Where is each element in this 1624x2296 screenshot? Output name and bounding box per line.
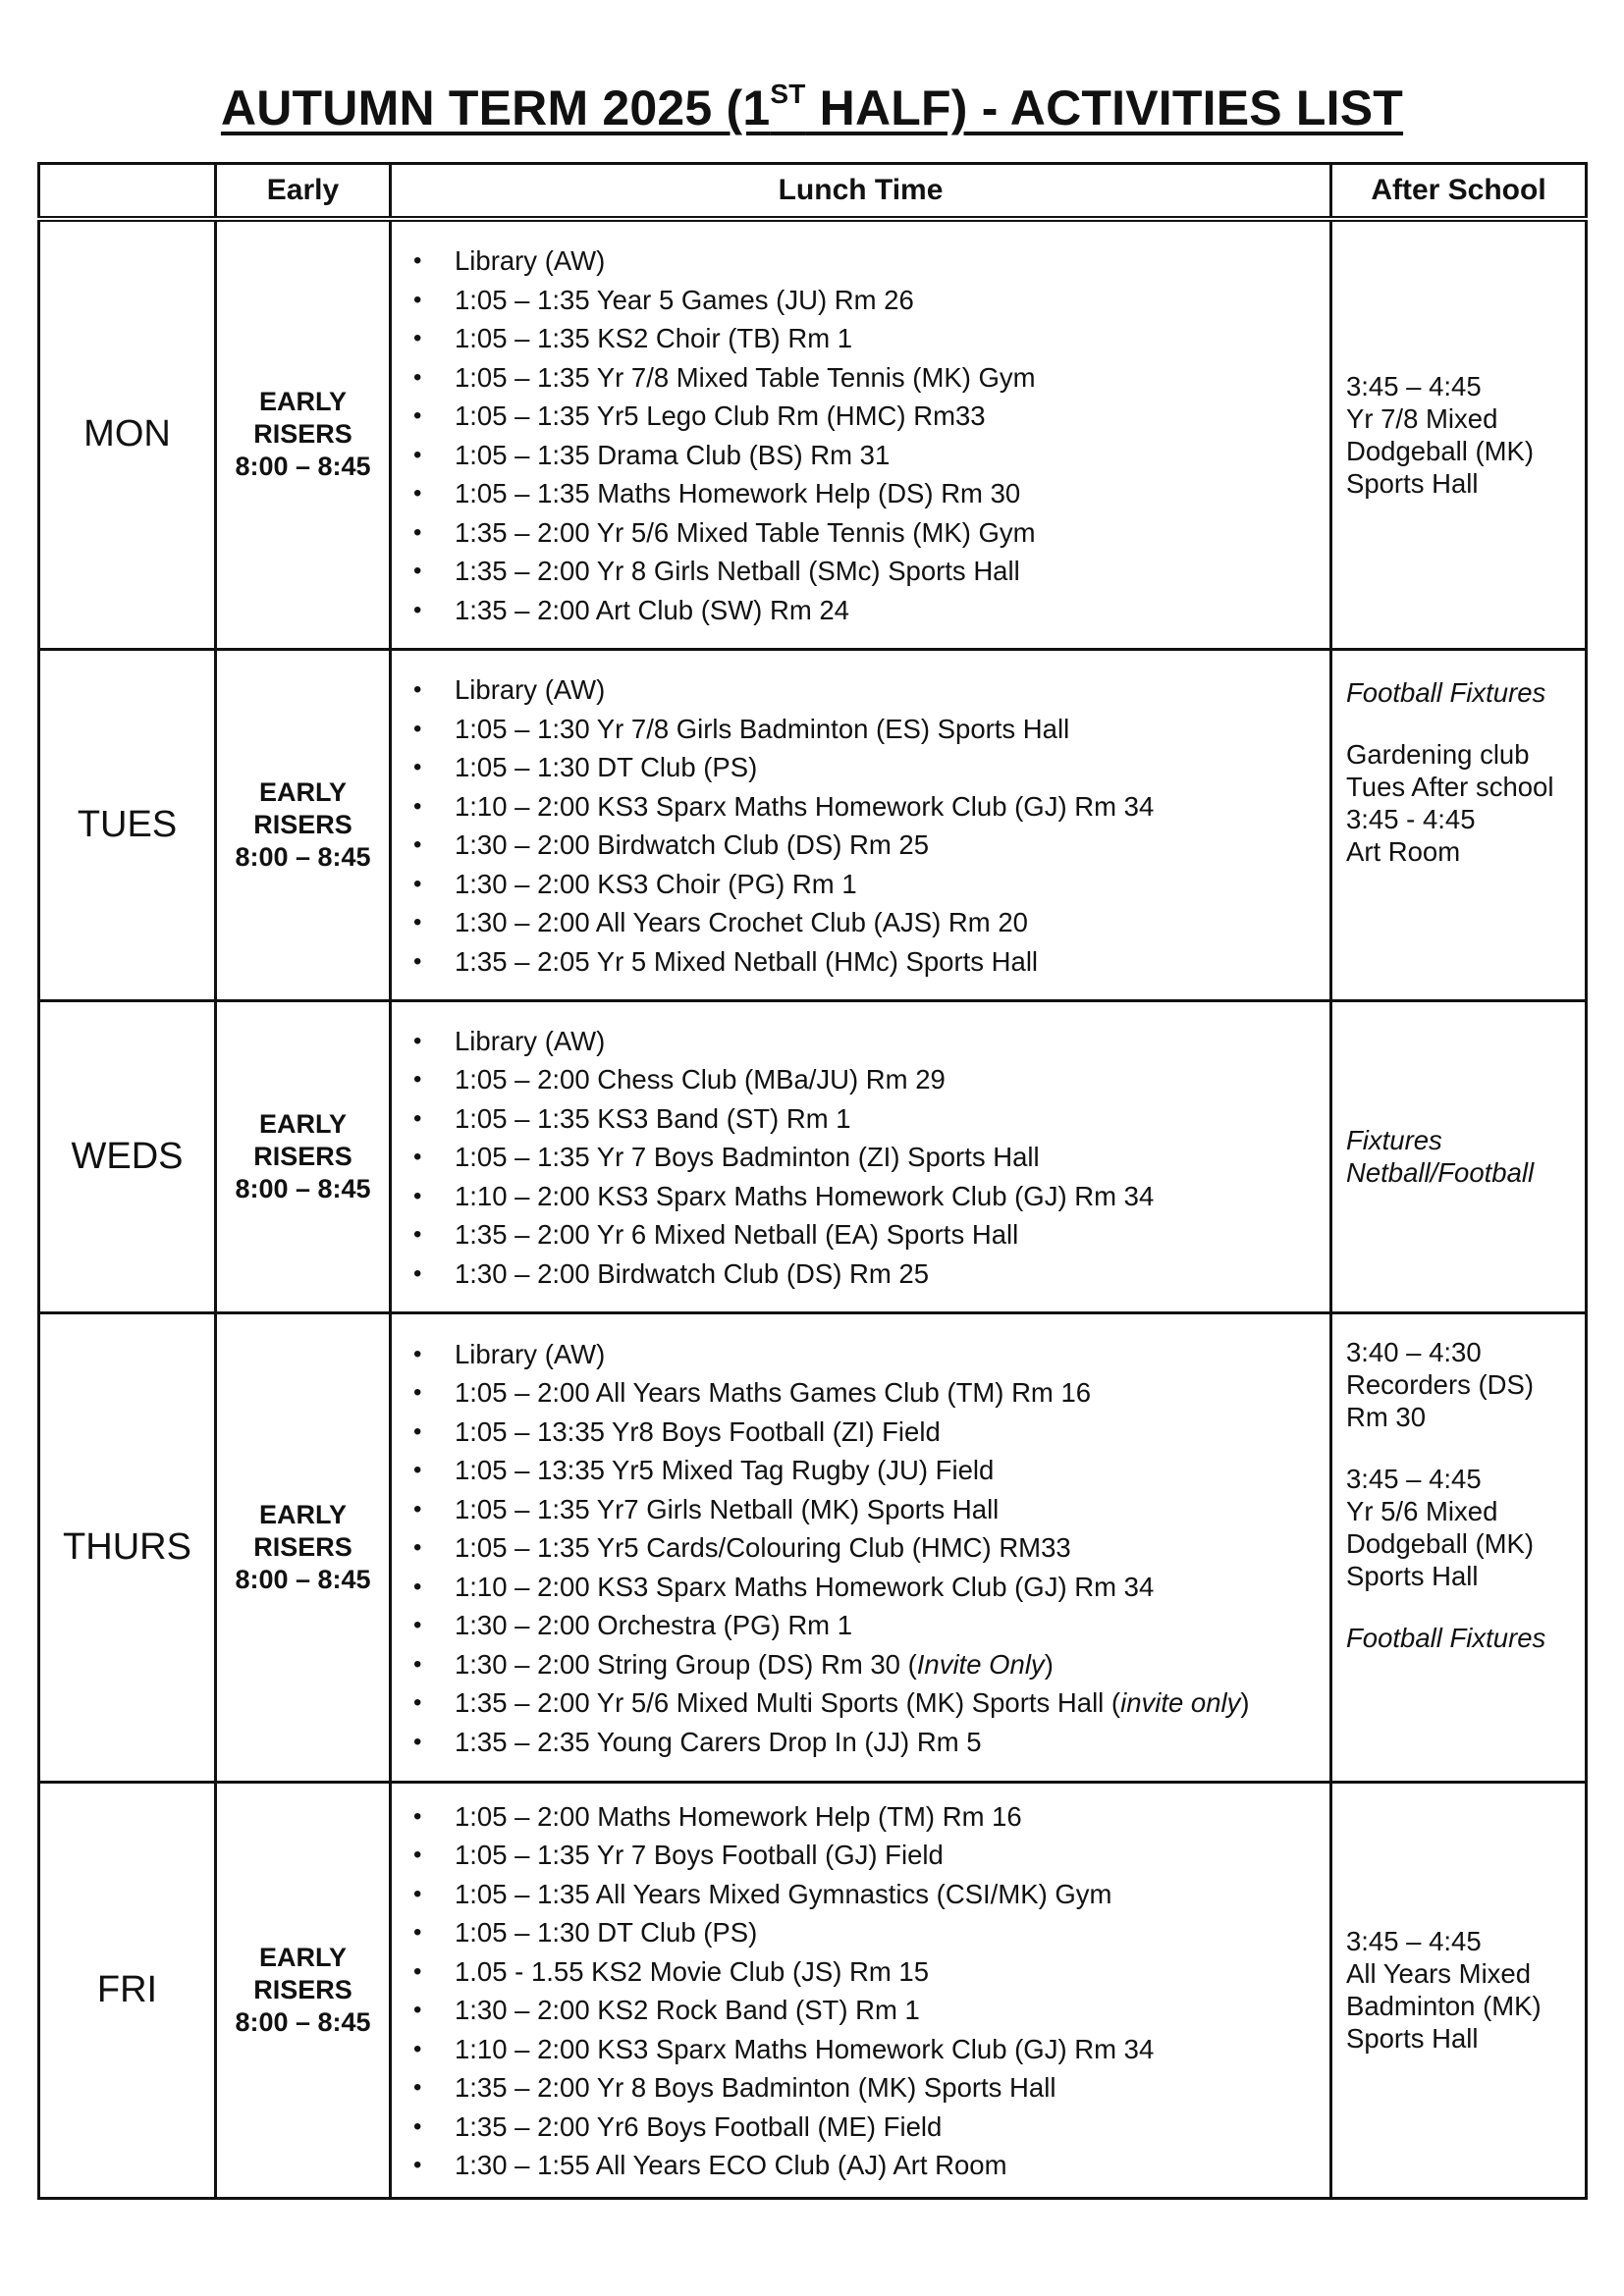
row-fri [39, 1782, 1587, 2198]
list-item: • 1:05 – 1:35 Yr 7 Boys Badminton (ZI) Sports Hall [413, 1138, 1329, 1177]
header-lunch: Lunch Time [391, 164, 1331, 220]
after-school: Football Fixtures Gardening club Tues After school 3:45 - 4:45 Art Room [1331, 649, 1587, 1000]
row-thurs [39, 1312, 1587, 1782]
list-item: • 1:05 – 13:35 Yr8 Boys Football (ZI) Field [413, 1413, 1329, 1452]
lunch-list [391, 1782, 1331, 2198]
list-item: • 1:05 – 1:35 Yr 7 Boys Football (GJ) Field [413, 1836, 1329, 1875]
list-item: • 1:05 – 1:30 DT Club (PS) [413, 748, 1329, 787]
row-weds [39, 1000, 1587, 1312]
lunch-list [391, 1312, 1331, 1782]
lunch-list [391, 219, 1331, 649]
row-tues [39, 649, 1587, 1000]
list-item: • 1:30 – 2:00 KS2 Rock Band (ST) Rm 1 [413, 1991, 1329, 2030]
list-item: • 1:30 – 2:00 Birdwatch Club (DS) Rm 25 [413, 1255, 1329, 1294]
list-item: • 1:10 – 2:00 KS3 Sparx Maths Homework Club (GJ) Rm 34 [413, 2030, 1329, 2069]
lunch-list [391, 649, 1331, 1000]
list-item: • 1:35 – 2:00 Art Club (SW) Rm 24 [413, 591, 1329, 630]
early-risers: EARLY RISERS 8:00 – 8:45 [216, 219, 391, 649]
row-mon [39, 219, 1587, 649]
after-school: 3:45 – 4:45 Yr 7/8 Mixed Dodgeball (MK) Sports Hall [1331, 219, 1587, 649]
list-item: • 1:05 – 1:35 Yr 7/8 Mixed Table Tennis (MK) Gym [413, 358, 1329, 398]
after-school: Fixtures Netball/Football [1331, 1000, 1587, 1312]
list-item: • 1:05 – 1:35 All Years Mixed Gymnastics (CSI/MK) Gym [413, 1875, 1329, 1914]
list-item: • 1:10 – 2:00 KS3 Sparx Maths Homework Club (GJ) Rm 34 [413, 787, 1329, 827]
list-item: • Library (AW) [413, 670, 1329, 710]
list-item: • 1:05 – 1:35 Yr5 Lego Club Rm (HMC) Rm33 [413, 397, 1329, 436]
list-item: • 1:05 – 13:35 Yr5 Mixed Tag Rugby (JU) Field [413, 1451, 1329, 1490]
list-item: • 1:05 – 2:00 Chess Club (MBa/JU) Rm 29 [413, 1060, 1329, 1099]
day-label: TUES [39, 649, 216, 1000]
list-item: • Library (AW) [413, 241, 1329, 281]
early-risers: EARLY RISERS 8:00 – 8:45 [216, 1312, 391, 1782]
list-item: • 1:05 – 1:35 KS3 Band (ST) Rm 1 [413, 1099, 1329, 1139]
page-title: AUTUMN TERM 2025 (1ST HALF) - ACTIVITIES LIST [220, 79, 1404, 135]
list-item: • 1:35 – 2:00 Yr 5/6 Mixed Table Tennis (MK) Gym [413, 513, 1329, 553]
after-school: 3:40 – 4:30 Recorders (DS) Rm 30 3:45 – 4:45 Yr 5/6 Mixed Dodgeball (MK) Sports Hall Football Fixtures [1331, 1312, 1587, 1782]
header-early: Early [216, 164, 391, 220]
list-item: • 1:35 – 2:00 Yr6 Boys Football (ME) Field [413, 2108, 1329, 2147]
list-item: • 1:35 – 2:00 Yr 8 Boys Badminton (MK) Sports Hall [413, 2068, 1329, 2108]
day-label: MON [39, 219, 216, 649]
list-item: • 1:30 – 2:00 String Group (DS) Rm 30 (Invite Only) [413, 1645, 1329, 1684]
list-item: • 1:30 – 1:55 All Years ECO Club (AJ) Art Room [413, 2146, 1329, 2185]
early-risers: EARLY RISERS 8:00 – 8:45 [216, 649, 391, 1000]
day-label: WEDS [39, 1000, 216, 1312]
list-item: • 1:05 – 1:35 KS2 Choir (TB) Rm 1 [413, 319, 1329, 358]
list-item: • 1:05 – 1:30 DT Club (PS) [413, 1913, 1329, 1952]
day-label: FRI [39, 1782, 216, 2198]
list-item: • 1:05 – 1:35 Yr7 Girls Netball (MK) Sports Hall [413, 1490, 1329, 1529]
list-item: • 1:05 – 1:35 Maths Homework Help (DS) Rm 30 [413, 474, 1329, 513]
list-item: • 1:05 – 2:00 Maths Homework Help (TM) Rm 16 [413, 1797, 1329, 1837]
early-risers: EARLY RISERS 8:00 – 8:45 [216, 1782, 391, 2198]
header-after-school: After School [1331, 164, 1587, 220]
list-item: • 1:10 – 2:00 KS3 Sparx Maths Homework Club (GJ) Rm 34 [413, 1568, 1329, 1607]
early-risers: EARLY RISERS 8:00 – 8:45 [216, 1000, 391, 1312]
list-item: • 1.05 - 1.55 KS2 Movie Club (JS) Rm 15 [413, 1952, 1329, 1992]
list-item: • 1:05 – 1:35 Year 5 Games (JU) Rm 26 [413, 281, 1329, 320]
list-item: • 1:30 – 2:00 KS3 Choir (PG) Rm 1 [413, 865, 1329, 904]
list-item: • 1:35 – 2:00 Yr 5/6 Mixed Multi Sports (MK) Sports Hall (invite only) [413, 1683, 1329, 1723]
list-item: • 1:10 – 2:00 KS3 Sparx Maths Homework Club (GJ) Rm 34 [413, 1177, 1329, 1216]
list-item: • 1:05 – 1:35 Yr5 Cards/Colouring Club (HMC) RM33 [413, 1528, 1329, 1568]
list-item: • Library (AW) [413, 1335, 1329, 1374]
list-item: • 1:35 – 2:00 Yr 8 Girls Netball (SMc) Sports Hall [413, 552, 1329, 591]
header-row [39, 164, 1587, 220]
list-item: • 1:05 – 1:35 Drama Club (BS) Rm 31 [413, 436, 1329, 475]
list-item: • 1:30 – 2:00 Orchestra (PG) Rm 1 [413, 1606, 1329, 1645]
lunch-list [391, 1000, 1331, 1312]
after-school: 3:45 – 4:45 All Years Mixed Badminton (MK) Sports Hall [1331, 1782, 1587, 2198]
list-item: • 1:05 – 2:00 All Years Maths Games Club (TM) Rm 16 [413, 1373, 1329, 1413]
list-item: • 1:30 – 2:00 All Years Crochet Club (AJS) Rm 20 [413, 903, 1329, 942]
day-label: THURS [39, 1312, 216, 1782]
list-item: • 1:05 – 1:30 Yr 7/8 Girls Badminton (ES) Sports Hall [413, 710, 1329, 749]
list-item: • Library (AW) [413, 1022, 1329, 1061]
list-item: • 1:35 – 2:05 Yr 5 Mixed Netball (HMc) Sports Hall [413, 942, 1329, 982]
activities-table [37, 162, 1588, 2200]
list-item: • 1:35 – 2:00 Yr 6 Mixed Netball (EA) Sports Hall [413, 1215, 1329, 1255]
list-item: • 1:30 – 2:00 Birdwatch Club (DS) Rm 25 [413, 826, 1329, 865]
list-item: • 1:35 – 2:35 Young Carers Drop In (JJ) Rm 5 [413, 1723, 1329, 1762]
header-day [39, 164, 216, 220]
